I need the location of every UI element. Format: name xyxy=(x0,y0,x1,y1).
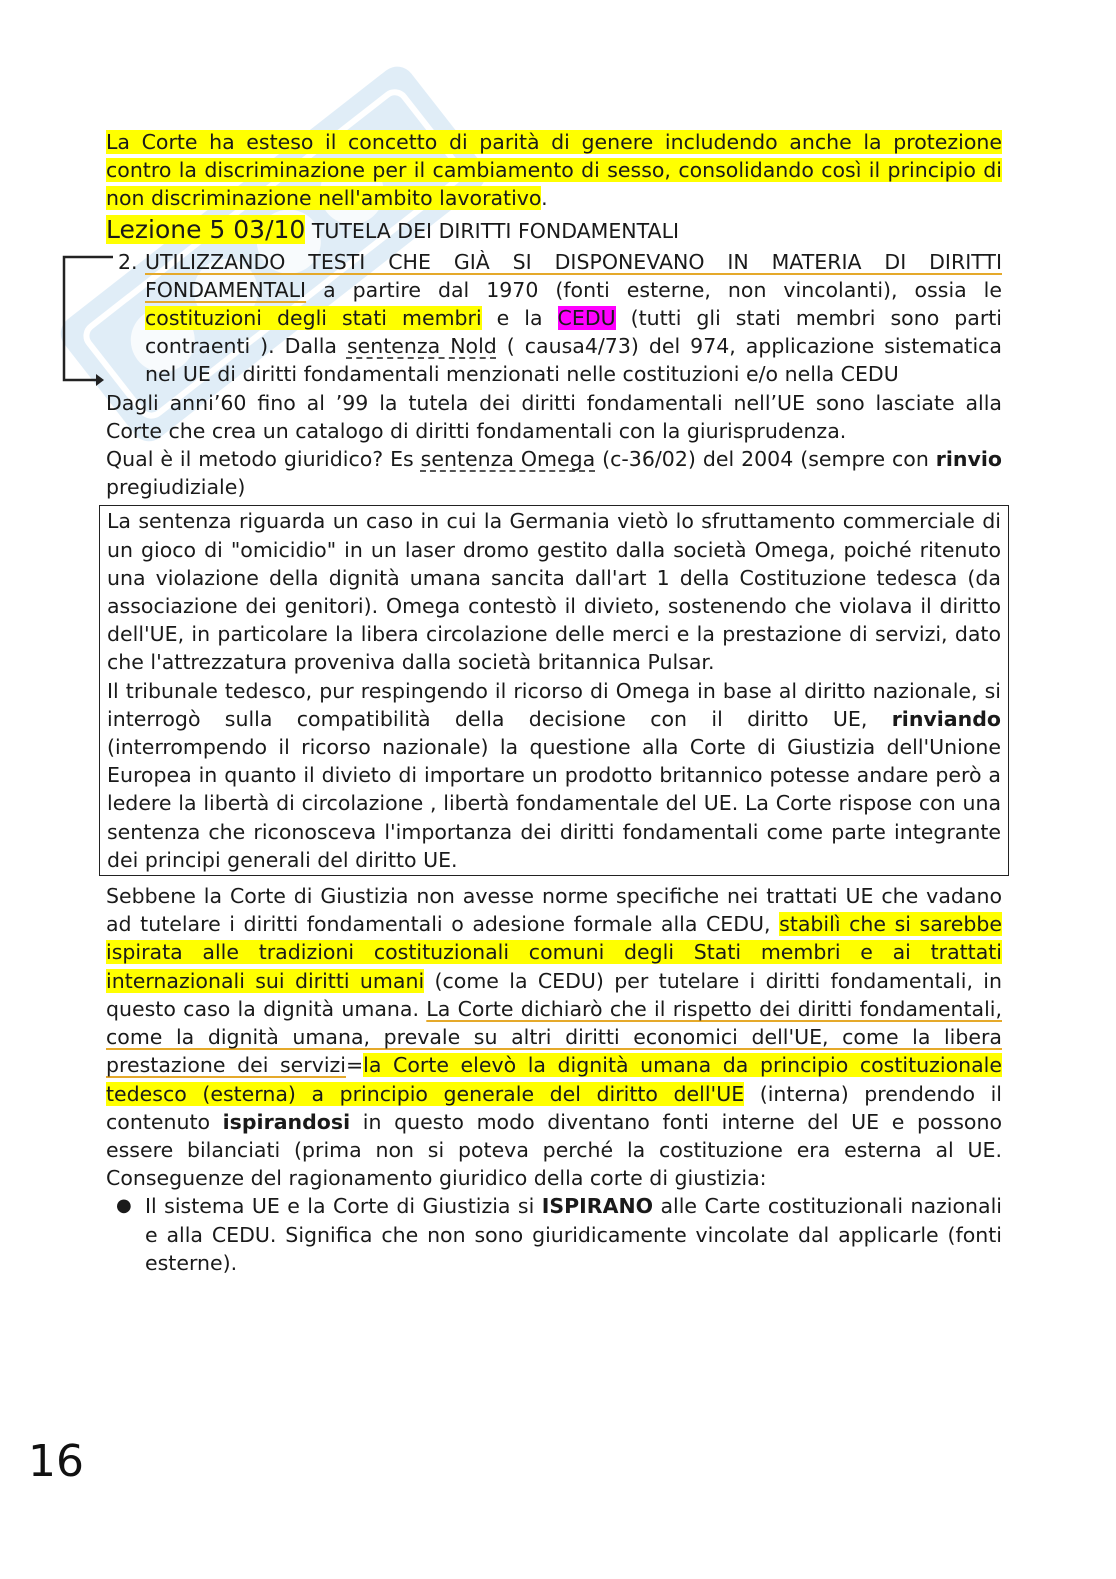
numbered-list xyxy=(106,248,1002,389)
highlight-cedu: CEDU xyxy=(557,306,616,331)
bullet-icon: ● xyxy=(116,1195,132,1217)
page-number: 16 xyxy=(28,1436,84,1487)
highlight-elevo: la Corte elevò la dignità umana da principio costituzionale tedesco (esterna) a principio generale del diritto dell'UE xyxy=(106,1053,1002,1106)
highlight-costituzioni: costituzioni degli stati membri xyxy=(145,306,482,331)
bullet-item-1: ● Il sistema UE e la Corte di Giustizia si ISPIRANO alle Carte costituzionali nazionali e alla CEDU. Significa che non sono giuridicamente vincolate dal applicarle (fonti esterne). xyxy=(116,1194,1002,1275)
underlined-dichiaro: La Corte dichiarò che il rispetto dei diritti fondamentali, come la dignità umana, prevale su altri diritti economici dell'UE, come la libera prestazione dei servizi xyxy=(106,996,1002,1078)
lesson-title: TUTELA DEI DIRITTI FONDAMENTALI xyxy=(311,218,680,243)
lesson-heading xyxy=(106,213,1002,248)
intro-highlight: La Corte ha esteso il concetto di parità di genere includendo anche la protezione contro la discriminazione per il cambiamento di sesso, consolidando così il principio di non discriminazione nell'ambito lavorativo xyxy=(106,130,1002,211)
box-paragraph-1: La sentenza riguarda un caso in cui la Germania vietò lo sfruttamento commerciale di un gioco di "omicidio" in un laser dromo gestito dalla società Omega, poiché ritenuto una violazione della dignità umana sancita dall'art 1 della Costituzione tedesca (da associazione dei genitori). Omega contestò il divieto, sostenendo che violava il diritto dell'UE, in particolare la libera circolazione delle merci e la prestazione di servizi, dato che l'attrezzatura proveniva dalla società britannica Pulsar. xyxy=(107,509,1001,675)
paragraph-metodo: Qual è il metodo giuridico? Es sentenza Omega (c-36/02) del 2004 (sempre con rinvio pregiudiziale) xyxy=(106,447,1002,500)
box-paragraph-2: Il tribunale tedesco, pur respingendo il ricorso di Omega in base al diritto nazionale, si interrogò sulla compatibilità della decisione con il diritto UE, rinviando (interrompendo il ricorso nazionale) la questione alla Corte di Giustizia dell'Unione Europea in quanto il divieto di importare un prodotto britannico potesse andare però a ledere la libertà di circolazione , libertà fondamentale del UE. La Corte rispose con una sentenza che riconosceva l'importanza dei diritti fondamentali come parte integrante dei principi generali del diritto UE. xyxy=(107,678,1001,872)
list-number: 2. xyxy=(118,249,138,274)
paragraph-anni: Dagli anni’60 fino al ’99 la tutela dei diritti fondamentali nell’UE sono lasciate alla Corte che crea un catalogo di diritti fondamentali con la giurisprudenza. xyxy=(106,390,1002,443)
highlight-stabili: stabilì che si sarebbe ispirata alle tradizioni costituzionali comuni degli Stati membri e ai trattati internazionali sui diritti umani xyxy=(106,912,1002,993)
bullet-list xyxy=(106,1192,1002,1277)
paragraph-sebbene: Sebbene la Corte di Giustizia non avesse norme specifiche nei trattati UE che vadano ad tutelare i diritti fondamentali o adesione formale alla CEDU, stabilì che si sarebbe ispirata alle tradizioni costituzionali comuni degli Stati membri e ai trattati internazionali sui diritti umani (come la CEDU) per tutelare i diritti fondamentali, in questo caso la dignità umana. La Corte dichiarò che il rispetto dei diritti fondamentali, come la dignità umana, prevale su altri diritti economici dell'UE, come la libera prestazione dei servizi=la Corte elevò la dignità umana da principio costituzionale tedesco (esterna) a principio generale del diritto dell'UE (interna) prendendo il contenuto ispirandosi in questo modo diventano fonti interne del UE e possono essere bilanciati (prima non si poteva perché la costituzione era esterna al UE. Conseguenze del ragionamento giuridico della corte di giustizia: xyxy=(106,884,1002,1191)
content xyxy=(106,128,1002,1277)
underlined-phrase: UTILIZZANDO TESTI CHE GIÀ SI DISPONEVANO IN MATERIA DI DIRITTI FONDAMENTALI xyxy=(145,249,1002,302)
list-item-2: 2. UTILIZZANDO TESTI CHE GIÀ SI DISPONEVANO IN MATERIA DI DIRITTI FONDAMENTALI a partire dal 1970 (fonti esterne, non vincolanti), ossia le costituzioni degli stati membri e la CEDU (tutti gli stati membri sono parti contraenti ). Dalla sentenza Nold ( causa4/73) del 974, applicazione sistematica nel UE di diritti fondamentali menzionati nelle costituzioni e/o nella CEDU xyxy=(118,249,1002,387)
link-sentenza-omega: sentenza Omega xyxy=(420,447,596,472)
link-sentenza-nold: sentenza Nold xyxy=(346,334,497,359)
intro-paragraph: La Corte ha esteso il concetto di parità di genere includendo anche la protezione contro la discriminazione per il cambiamento di sesso, consolidando così il principio di non discriminazione nell'ambito lavorativo. xyxy=(106,130,1002,211)
lesson-label: Lezione 5 03/10 xyxy=(106,214,306,244)
omega-case-box xyxy=(99,505,1009,876)
